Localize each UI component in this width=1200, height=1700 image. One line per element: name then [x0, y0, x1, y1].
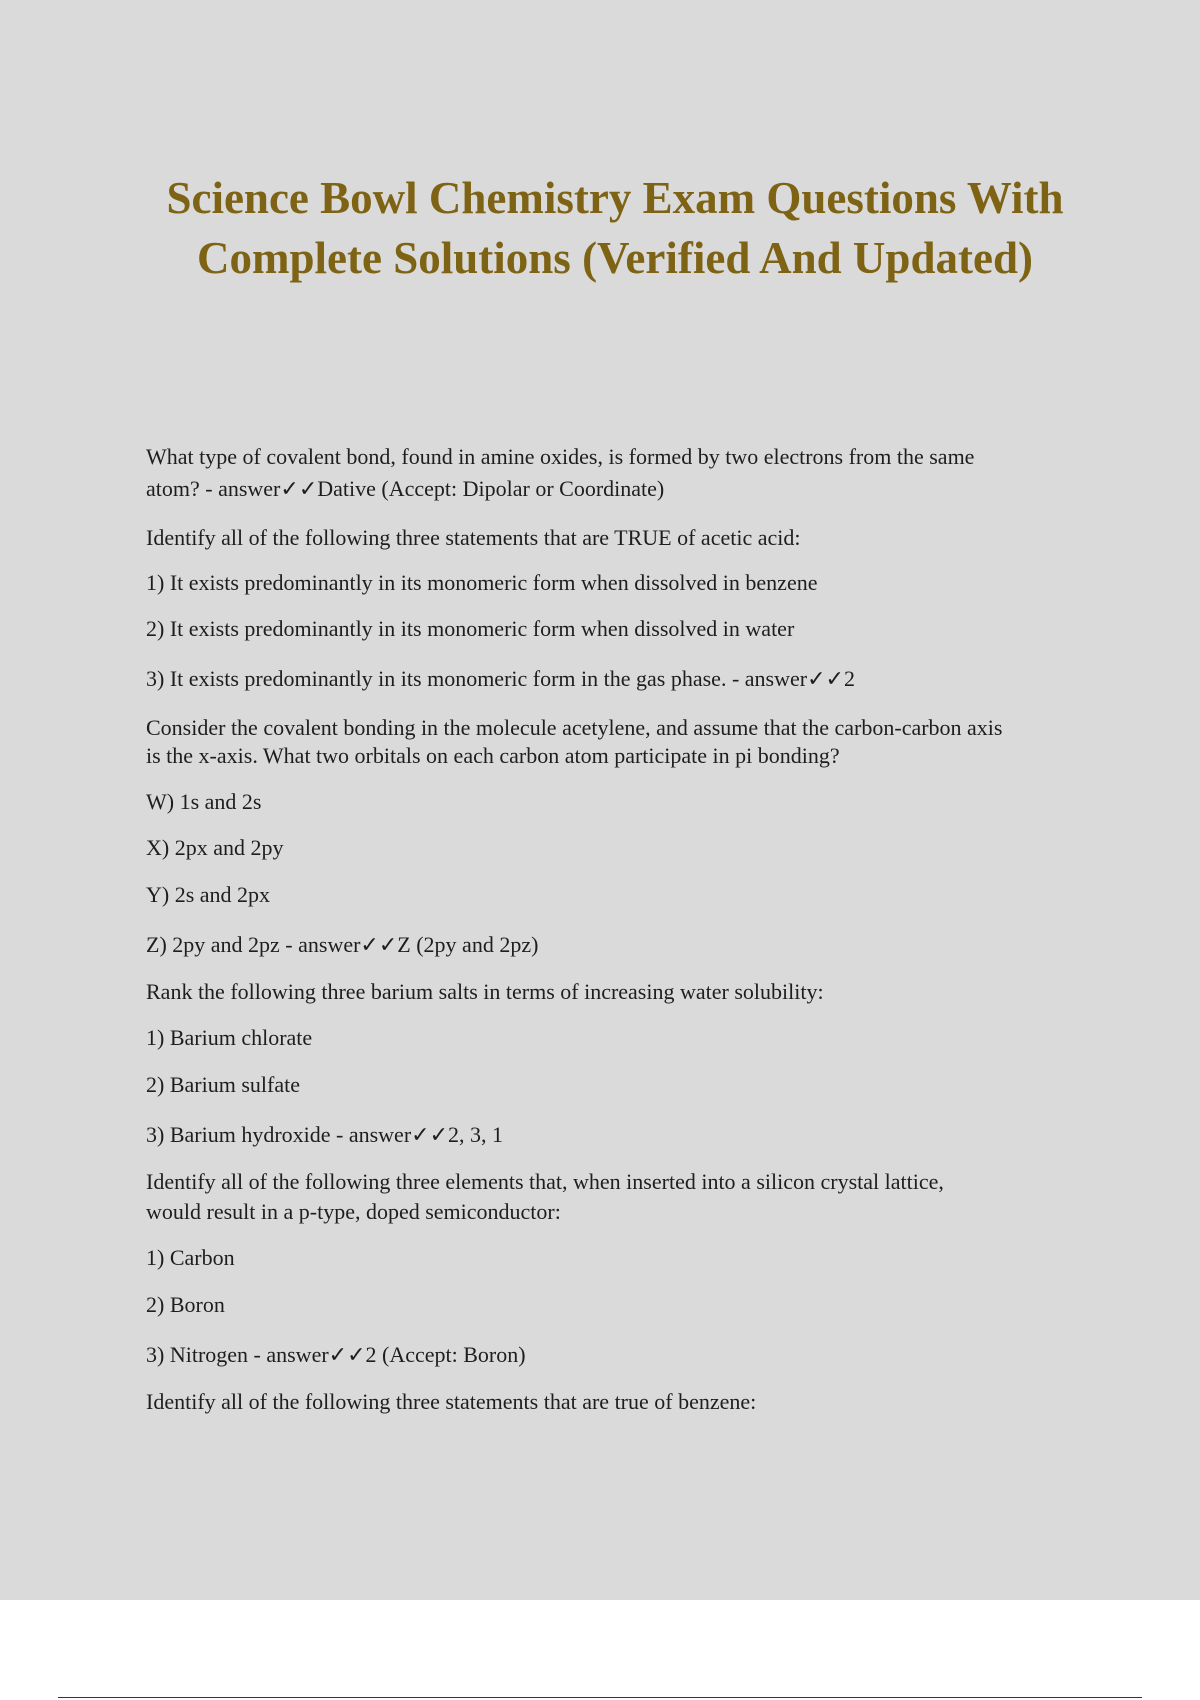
- q5-text-line-2: would result in a p-type, doped semiconductor:: [146, 1199, 561, 1224]
- q3-text-line-1: Consider the covalent bonding in the molecule acetylene, and assume that the carbon-carbon axis: [146, 715, 1003, 740]
- q2-option-1: 1) It exists predominantly in its monomeric form when dissolved in benzene: [146, 570, 818, 595]
- q5-option-3: 3) Nitrogen - answer✓✓2 (Accept: Boron): [146, 1342, 526, 1367]
- page-divider: [58, 1697, 1142, 1698]
- q2-option-3: 3) It exists predominantly in its monomeric form in the gas phase. - answer✓✓2: [146, 666, 855, 691]
- q3-option-x: X) 2px and 2py: [146, 835, 284, 860]
- q5-option-1: 1) Carbon: [146, 1245, 235, 1270]
- q5-text-line-1: Identify all of the following three elements that, when inserted into a silicon crystal lattice,: [146, 1169, 944, 1194]
- q2-option-2: 2) It exists predominantly in its monomeric form when dissolved in water: [146, 616, 795, 641]
- q3-option-y: Y) 2s and 2px: [146, 882, 271, 907]
- q4-text: Rank the following three barium salts in terms of increasing water solubility:: [146, 979, 824, 1004]
- q1-text-line-2: atom? - answer✓✓Dative (Accept: Dipolar or Coordinate): [146, 476, 665, 501]
- document-title: Science Bowl Chemistry Exam Questions With Complete Solutions (Verified And Updated): [166, 173, 1064, 283]
- q3-text-line-2: is the x-axis. What two orbitals on each carbon atom participate in pi bonding?: [146, 743, 840, 768]
- q3-option-w: W) 1s and 2s: [146, 789, 262, 814]
- q3-option-z: Z) 2py and 2pz - answer✓✓Z (2py and 2pz): [146, 932, 539, 957]
- q5-option-2: 2) Boron: [146, 1292, 225, 1317]
- q6-text: Identify all of the following three statements that are true of benzene:: [146, 1389, 757, 1414]
- q2-text: Identify all of the following three statements that are TRUE of acetic acid:: [146, 525, 801, 550]
- q4-option-3: 3) Barium hydroxide - answer✓✓2, 3, 1: [146, 1122, 504, 1147]
- q4-option-1: 1) Barium chlorate: [146, 1025, 313, 1050]
- q1-text-line-1: What type of covalent bond, found in amine oxides, is formed by two electrons from the same: [146, 444, 975, 469]
- q4-option-2: 2) Barium sulfate: [146, 1072, 300, 1097]
